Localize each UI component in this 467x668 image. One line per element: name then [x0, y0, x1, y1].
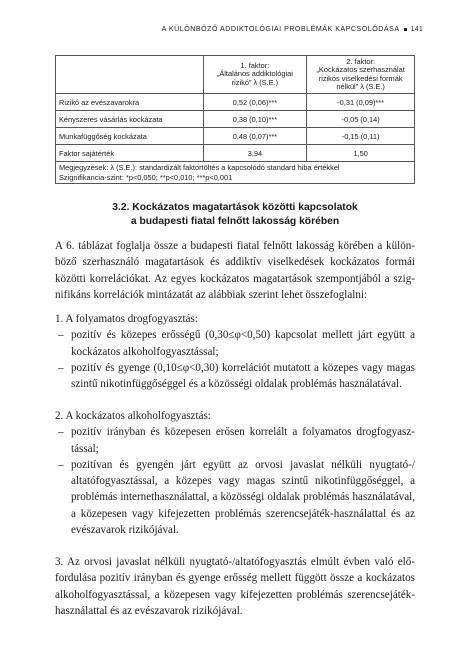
row-factor-2: -0,15 (0,11)	[307, 128, 415, 145]
list-heading: 2. A kockázatos alkoholfogyasztás:	[55, 410, 211, 422]
row-label: Munkafüggőség kockázata	[56, 128, 204, 145]
section-title-line: a budapesti fiatal felnőtt lakosság körében	[130, 215, 340, 227]
list-item-text: pozitív és közepes erősségű (0,30≤φ<0,50) kapcsolat mellett járt együtt a kockázatos alkoholfogyasztással;	[71, 329, 415, 358]
list-item	[55, 360, 415, 393]
header-line: rizikó” λ (S.E.)	[231, 77, 279, 87]
header-separator-icon	[404, 28, 407, 31]
header-line: nélkül” λ (S.E.)	[336, 81, 385, 91]
running-header	[162, 25, 423, 33]
row-factor-1: 3,94	[203, 145, 307, 162]
dash-icon: –	[58, 361, 64, 374]
table-note	[56, 162, 415, 184]
table-row	[56, 111, 415, 128]
list-heading: 1. A folyamatos drogfogyasztás:	[55, 313, 198, 325]
list-item	[55, 457, 415, 538]
row-factor-2: -0,31 (0,09)***	[307, 94, 415, 111]
intro-paragraph: A 6. táblázat foglalja össze a budapesti fiatal felnőtt lakosság körében a különböző szerhasználó magatartások és addiktív viselkedések kockázatos formái közötti korrelációkat. Az egyes kockázatos magatartások szempontjából a szignifikáns korrelációk mintázatát az alábbiak szerint lehet összefoglalni:	[55, 240, 415, 301]
list-alcohol-use	[55, 408, 415, 538]
row-factor-1: 0,48 (0,07)***	[203, 128, 307, 145]
table-row	[56, 145, 415, 162]
table-note-row	[56, 162, 415, 184]
row-factor-1: 0,38 (0,10)***	[203, 111, 307, 128]
header-line: „Kockázatos szerhasználat	[316, 65, 405, 75]
closing-section	[55, 554, 415, 619]
header-line: „Általános addiktológiai	[216, 69, 293, 79]
table-note-line: Megjegyzések: λ (S.E.): standardizált faktortöltés a kapcsolódó standard hiba értékkel	[59, 163, 340, 173]
list-item	[55, 327, 415, 360]
row-factor-1: 0,52 (0,06)***	[203, 94, 307, 111]
table-header-factor-1	[203, 56, 307, 94]
row-label: Faktor sajátérték	[56, 145, 204, 162]
list-item-text: pozitív és gyenge (0,10≤φ<0,30) korrelációt mutatott a közepes vagy magas szintű nikotinfüggőséggel és a közösségi oldalak problémás használatával.	[71, 361, 415, 391]
row-factor-2: -0,05 (0,14)	[307, 111, 415, 128]
body-text	[55, 238, 415, 303]
section-title-line: 3.2. Kockázatos magatartások közötti kapcsolatok	[112, 202, 358, 213]
header-line: 2. faktor:	[346, 57, 376, 66]
list-item-text: pozitív irányban és közepesen erősen korrelált a folyamatos drogfogyasztással;	[71, 426, 415, 455]
list-drug-use	[55, 311, 415, 392]
table-row	[56, 128, 415, 145]
table-header-factor-2	[307, 56, 415, 94]
page-number: 141	[410, 25, 423, 33]
running-title: A KÜLÖNBÖZŐ ADDIKTOLÓGIAI PROBLÉMÁK KAPCSOLÓDÁSA	[161, 25, 400, 33]
table-note-line: Szignifikancia-szint: *p<0,050; **p<0,010; ***p<0,001	[59, 172, 233, 182]
dash-icon: –	[58, 329, 64, 342]
table-header-row	[56, 56, 415, 94]
closing-paragraph: 3. Az orvosi javaslat nélküli nyugtató-/altatófogyasztás elmúlt évben való előfordulása pozitív irányban és gyenge erősség mellett függött össze a kockázatos alkoholfogyasztással, a közepesen vagy kifejezetten problémás szerencsejátékhasználattal és az evészavarok rizikójával.	[55, 556, 415, 617]
row-factor-2: 1,50	[307, 145, 415, 162]
factor-table	[55, 55, 415, 184]
row-label: Rizikó az evészavarokra	[56, 94, 204, 111]
header-line: 1. faktor:	[240, 61, 270, 71]
dash-icon: –	[58, 426, 64, 439]
list-item	[55, 424, 415, 457]
row-label: Kényszeres vásárlás kockázata	[56, 111, 204, 128]
table-header-blank	[56, 56, 204, 94]
header-line: rizikós viselkedési formák	[318, 73, 403, 83]
section-title	[55, 201, 415, 228]
dash-icon: –	[58, 458, 64, 471]
table-row	[56, 94, 415, 111]
list-item-text: pozitívan és gyengén járt együtt az orvosi javaslat nélküli nyugtató-/ altatófogyasztással, a közepes vagy magas szintű nikotinfüggőséggel, a problémás internethasználattal, a közösségi oldalak problémás használatával, a közepesen vagy kifejezetten problémás szerencsejáték-használattal és az evészavarok rizikójával.	[71, 458, 415, 537]
